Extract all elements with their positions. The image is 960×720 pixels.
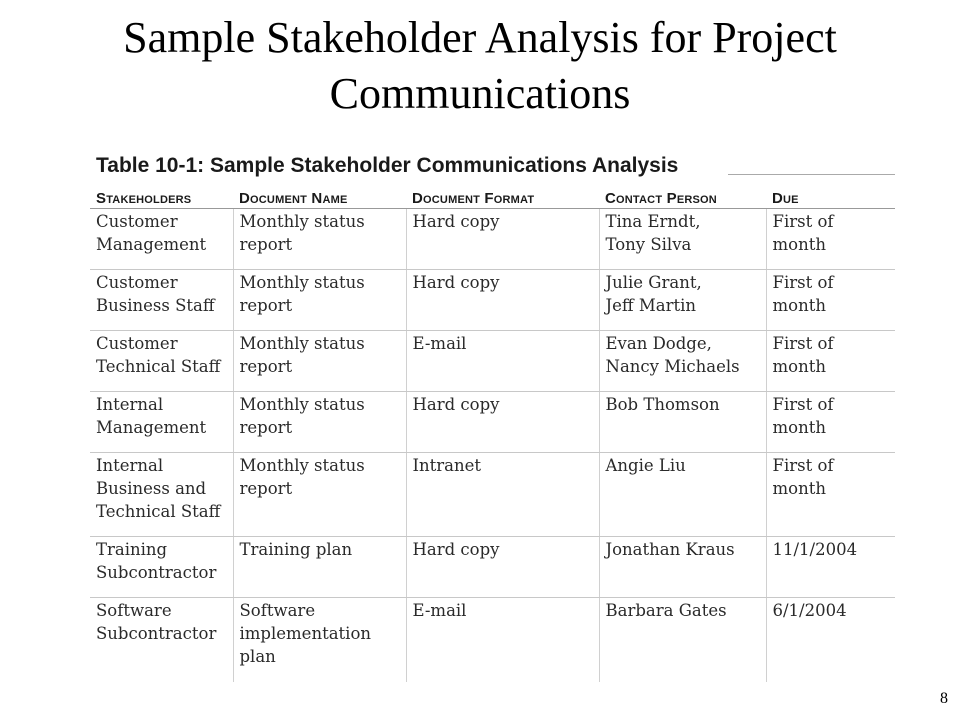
cell-due: First of month: [766, 392, 895, 453]
header-due: Due: [766, 186, 895, 209]
table-row: [90, 270, 895, 331]
cell-stakeholder: Software Subcontractor: [96, 601, 217, 643]
header-document-name: Document Name: [233, 186, 406, 209]
cell-document-format: E-mail: [406, 331, 599, 392]
slide-title: Sample Stakeholder Analysis for Project Communications: [123, 13, 837, 118]
cell-document-name: Software implementation plan: [233, 598, 406, 682]
cell-contact-person: Angie Liu: [599, 453, 766, 537]
table-header-row: [90, 186, 895, 209]
caption-divider: [728, 174, 895, 175]
cell-document-format: Hard copy: [406, 537, 599, 598]
cell-stakeholder: Internal Management: [90, 392, 233, 453]
cell-document-format: Intranet: [406, 453, 599, 537]
table-row: [90, 209, 895, 270]
cell-document-format: Hard copy: [406, 392, 599, 453]
header-contact-person: Contact Person: [599, 186, 766, 209]
cell-due: First of month: [766, 331, 895, 392]
table-row: [90, 453, 895, 537]
table-row: [90, 537, 895, 598]
cell-contact-person: Tina Erndt, Tony Silva: [599, 209, 766, 270]
cell-due: 11/1/2004: [766, 537, 895, 598]
cell-document-name: Monthly status report: [233, 453, 406, 537]
table-row: [90, 598, 895, 682]
cell-document-name: Monthly status report: [233, 270, 406, 331]
cell-contact-person: Evan Dodge, Nancy Michaels: [599, 331, 766, 392]
cell-stakeholder: Training Subcontractor: [90, 537, 233, 598]
cell-contact-person: Bob Thomson: [599, 392, 766, 453]
header-document-format: Document Format: [406, 186, 599, 209]
cell-document-name: Monthly status report: [233, 209, 406, 270]
cell-contact-person: Barbara Gates: [599, 598, 766, 682]
cell-document-name: Monthly status report: [233, 392, 406, 453]
cell-stakeholder: Customer Management: [90, 209, 233, 270]
cell-document-format: Hard copy: [406, 209, 599, 270]
cell-stakeholder: Customer Technical Staff: [90, 331, 233, 392]
cell-stakeholder: Customer Business Staff: [90, 270, 233, 331]
cell-document-name: Monthly status report: [233, 331, 406, 392]
header-stakeholders: Stakeholders: [90, 186, 233, 209]
table-row: [90, 392, 895, 453]
cell-contact-person: Jonathan Kraus: [599, 537, 766, 598]
cell-due: First of month: [766, 453, 895, 537]
stakeholder-table: [90, 186, 895, 682]
cell-document-name: Training plan: [233, 537, 406, 598]
cell-due: First of month: [766, 270, 895, 331]
table-caption: Table 10-1: Sample Stakeholder Communications Analysis: [96, 154, 679, 177]
cell-contact-person: Julie Grant, Jeff Martin: [599, 270, 766, 331]
cell-due: First of month: [766, 209, 895, 270]
table-row: [90, 331, 895, 392]
cell-document-format: Hard copy: [406, 270, 599, 331]
cell-stakeholder: Internal Business and Technical Staff: [90, 453, 233, 537]
page-number: 8: [940, 690, 948, 707]
cell-document-format: E-mail: [406, 598, 599, 682]
cell-due: 6/1/2004: [766, 598, 895, 682]
